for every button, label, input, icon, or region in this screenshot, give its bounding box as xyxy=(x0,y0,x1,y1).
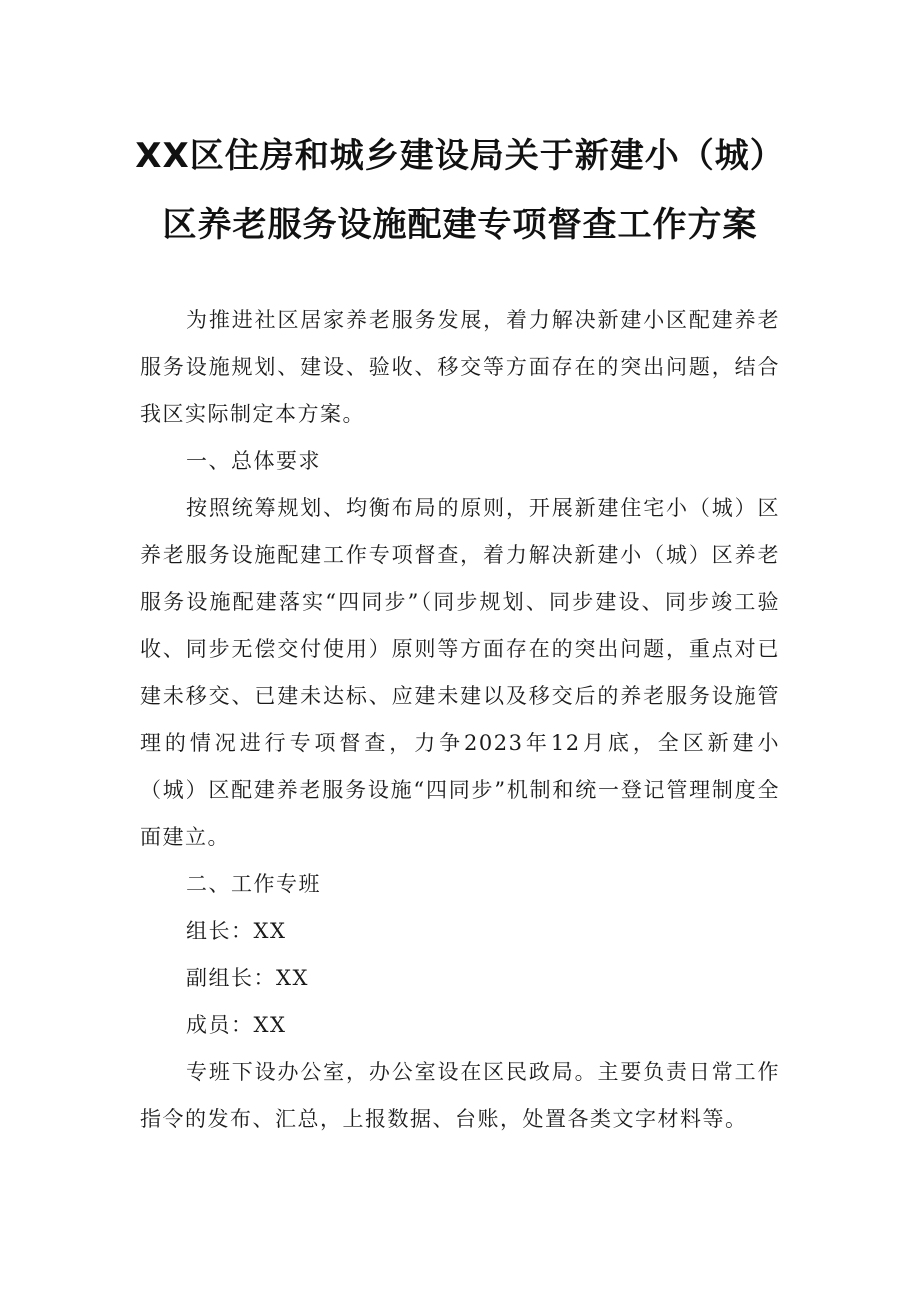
document-body xyxy=(140,297,780,1143)
team-leader-line: 组长：XX xyxy=(186,919,287,943)
intro-paragraph: 为推进社区居家养老服务发展，着力解决新建小区配建养老服务设施规划、建设、验收、移交等方面存在的突出问题，结合我区实际制定本方案。 xyxy=(140,308,780,426)
office-paragraph: 专班下设办公室，办公室设在区民政局。主要负责日常工作指令的发布、汇总，上报数据、台账，处置各类文字材料等。 xyxy=(140,1060,780,1131)
general-requirements-paragraph: 按照统筹规划、均衡布局的原则，开展新建住宅小（城）区养老服务设施配建工作专项督查，着力解决新建小（城）区养老服务设施配建落实“四同步”（同步规划、同步建设、同步竣工验收、同步无偿交付使用）原则等方面存在的突出问题，重点对已建未移交、已建未达标、应建未建以及移交后的养老服务设施管理的情况进行专项督查，力争2023年12月底，全区新建小（城）区配建养老服务设施“四同步”机制和统一登记管理制度全面建立。 xyxy=(140,496,780,849)
document-title-line-1: XX区住房和城乡建设局关于新建小（城） xyxy=(135,136,785,176)
document-title-line-2: 区养老服务设施配建专项督查工作方案 xyxy=(162,205,758,245)
team-deputy-leader-line: 副组长：XX xyxy=(186,966,309,990)
section-heading-work-team: 二、工作专班 xyxy=(186,872,321,896)
section-heading-general-requirements: 一、总体要求 xyxy=(186,449,321,473)
team-members-line: 成员：XX xyxy=(186,1013,287,1037)
